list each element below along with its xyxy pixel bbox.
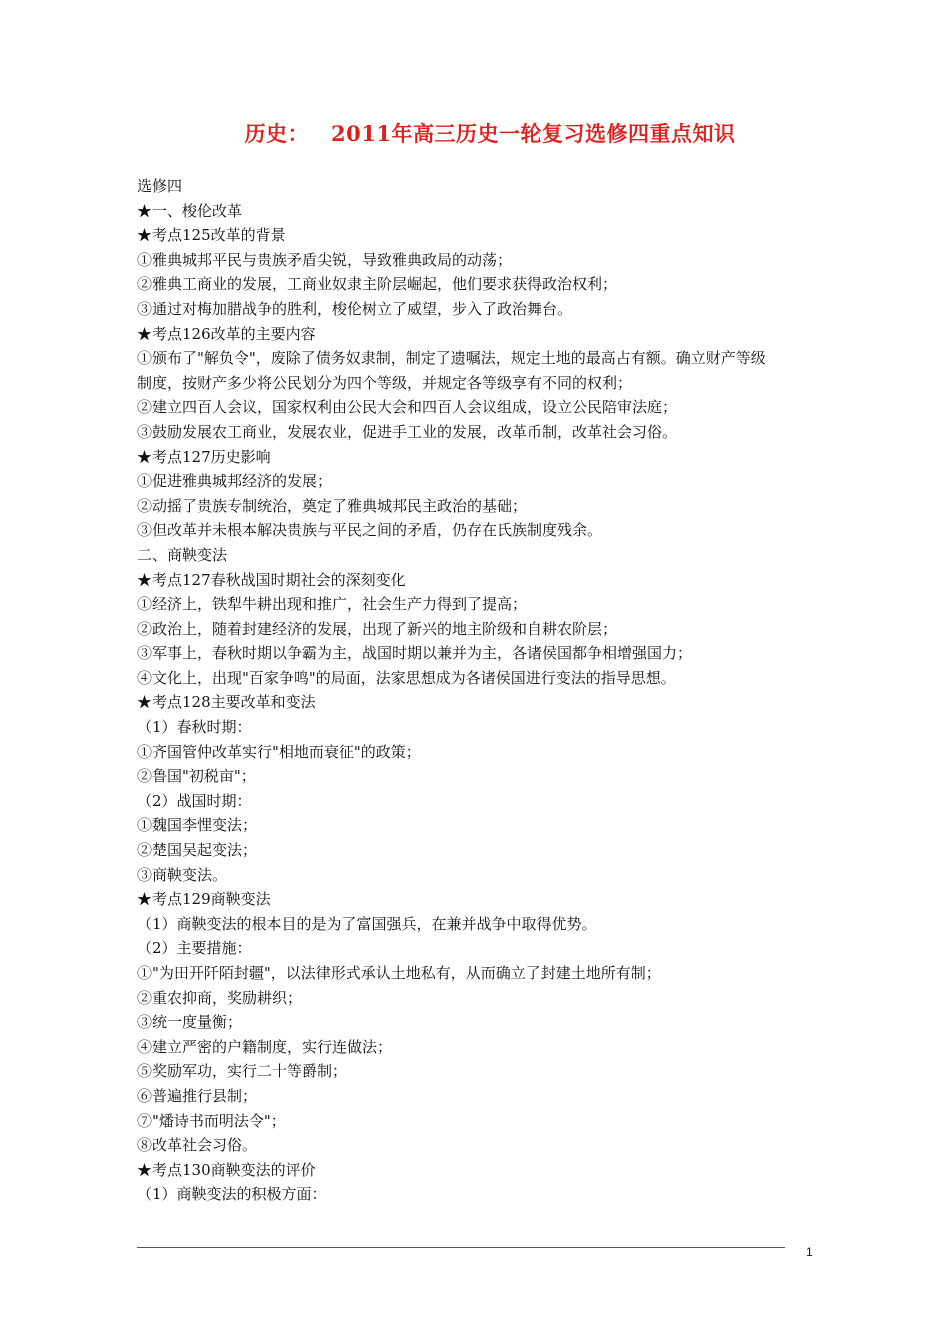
text-line: ②雅典工商业的发展，工商业奴隶主阶层崛起，他们要求获得政治权利； — [137, 275, 618, 294]
text-line: ③统一度量衡； — [137, 1013, 243, 1032]
text-line: ★考点127历史影响 — [137, 447, 271, 466]
text-line: ②动摇了贵族专制统治，奠定了雅典城邦民主政治的基础； — [137, 496, 528, 515]
text-line: ①魏国李悝变法； — [137, 816, 258, 835]
text-line: （2）战国时期： — [137, 791, 252, 810]
text-line: ★考点129商鞅变法 — [137, 890, 271, 909]
text-line: 制度，按财产多少将公民划分为四个等级，并规定各等级享有不同的权利； — [137, 373, 633, 392]
text-line: 选修四 — [137, 177, 183, 195]
title-main: 2011年高三历史一轮复习选修四重点知识 — [331, 121, 736, 146]
text-line: ⑧改革社会习俗。 — [137, 1136, 258, 1155]
text-line: ①齐国管仲改革实行"相地而衰征"的政策； — [137, 742, 421, 761]
text-line: 二、商鞅变法 — [137, 545, 228, 564]
text-line: ④建立严密的户籍制度，实行连做法； — [137, 1037, 393, 1056]
text-line: ★一、梭伦改革 — [137, 201, 243, 220]
text-line: ①颁布了"解负令"，废除了债务奴隶制，制定了遗嘱法，规定土地的最高占有额。确立财产等级 — [137, 349, 766, 368]
text-line: （1）商鞅变法的根本目的是为了富国强兵，在兼并战争中取得优势。 — [137, 914, 597, 933]
text-line: ★考点125改革的背景 — [137, 226, 286, 245]
text-line: ①雅典城邦平民与贵族矛盾尖锐，导致雅典政局的动荡； — [137, 250, 513, 269]
footer-divider — [137, 1247, 785, 1248]
text-line: ②楚国吴起变法； — [137, 841, 258, 860]
text-line: （1）商鞅变法的积极方面： — [137, 1185, 327, 1204]
text-line: ③商鞅变法。 — [137, 865, 228, 884]
text-line: ②鲁国"初税亩"； — [137, 767, 256, 786]
text-line: ④文化上，出现"百家争鸣"的局面，法家思想成为各诸侯国进行变法的指导思想。 — [137, 668, 676, 687]
text-line: ③但改革并未根本解决贵族与平民之间的矛盾，仍存在氏族制度残余。 — [137, 521, 603, 540]
text-line: ★考点130商鞅变法的评价 — [137, 1160, 316, 1179]
text-line: ①"为田开阡陌封疆"，以法律形式承认土地私有，从而确立了封建土地所有制； — [137, 964, 661, 982]
document-title — [0, 118, 950, 148]
text-line: ③通过对梅加腊战争的胜利，梭伦树立了威望，步入了政治舞台。 — [137, 299, 573, 318]
text-line: ⑤奖励军功，实行二十等爵制； — [137, 1062, 348, 1081]
text-line: ③军事上，春秋时期以争霸为主，战国时期以兼并为主，各诸侯国都争相增强国力； — [137, 644, 693, 663]
text-line: ★考点126改革的主要内容 — [137, 324, 316, 343]
text-line: ⑦"燔诗书而明法令"； — [137, 1111, 286, 1130]
text-line: （1）春秋时期： — [137, 718, 252, 737]
text-line: ②政治上，随着封建经济的发展，出现了新兴的地主阶级和自耕农阶层； — [137, 619, 618, 638]
page-number: 1 — [806, 1245, 813, 1259]
document-body — [137, 174, 827, 1207]
text-line: ③鼓励发展农工商业，发展农业，促进手工业的发展，改革币制，改革社会习俗。 — [137, 422, 678, 441]
text-line: ⑥普遍推行县制； — [137, 1086, 258, 1105]
title-prefix: 历史： — [244, 121, 310, 146]
text-line: ①经济上，铁犁牛耕出现和推广，社会生产力得到了提高； — [137, 595, 528, 614]
text-line: ①促进雅典城邦经济的发展； — [137, 472, 333, 491]
text-line: ★考点127春秋战国时期社会的深刻变化 — [137, 570, 406, 589]
text-line: ②重农抑商，奖励耕织； — [137, 988, 303, 1007]
text-line: （2）主要措施： — [137, 939, 252, 958]
text-line: ②建立四百人会议，国家权利由公民大会和四百人会议组成，设立公民陪审法庭； — [137, 398, 678, 417]
text-line: ★考点128主要改革和变法 — [137, 693, 316, 712]
